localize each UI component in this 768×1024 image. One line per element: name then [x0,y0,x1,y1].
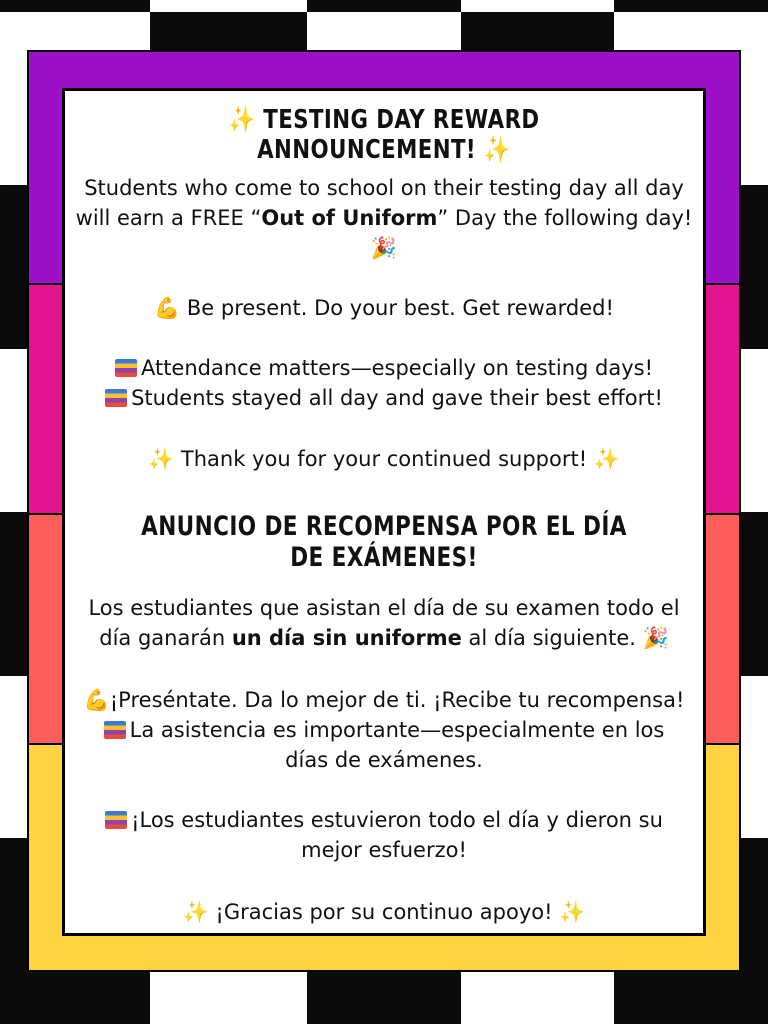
party-popper-icon: 🎉 [370,236,398,260]
books-icon [105,389,127,407]
english-intro: Students who come to school on their testing day all day will earn a FREE “Out of Uniform” Day the following day! 🎉 [75,176,693,260]
spanish-thanks: ✨ ¡Gracias por su continuo apoyo! ✨ [182,900,586,924]
announcement-card [62,88,706,936]
english-stayed: Students stayed all day and gave their best effort! [71,383,697,413]
spanish-stayed: ¡Los estudiantes estuvieron todo el día y dieron su mejor esfuerzo! [93,805,675,865]
spanish-attendance: La asistencia es importante—especialmente en los días de exámenes. [93,715,675,775]
sparkles-icon: ✨ [559,900,586,924]
books-icon [115,359,137,377]
books-icon [105,811,127,829]
books-icon [104,721,126,739]
sparkles-icon: ✨ [593,447,620,471]
flexed-biceps-icon: 💪 [83,688,110,712]
sparkles-icon: ✨ [148,447,175,471]
spanish-heading: ANUNCIO DE RECOMPENSA POR EL DÍA DE EXÁMENES! [141,511,627,573]
english-attendance: Attendance matters—especially on testing days! [71,353,697,383]
sparkles-icon: ✨ [483,135,511,165]
english-thanks: ✨ Thank you for your continued support! ✨ [148,447,620,471]
sparkles-icon: ✨ [228,105,256,135]
spanish-be-present: 💪¡Preséntate. Da lo mejor de ti. ¡Recibe tu recompensa! [83,688,685,712]
flexed-biceps-icon: 💪 [154,296,181,320]
english-be-present: 💪 Be present. Do your best. Get rewarded! [154,296,614,320]
party-popper-icon: 🎉 [642,626,669,650]
sparkles-icon: ✨ [182,900,209,924]
english-heading: ✨ TESTING DAY REWARD ANNOUNCEMENT! ✨ [228,105,540,165]
spanish-intro: Los estudiantes que asistan el día de su examen todo el día ganarán un día sin uniforme al día siguiente. 🎉 [88,596,680,650]
